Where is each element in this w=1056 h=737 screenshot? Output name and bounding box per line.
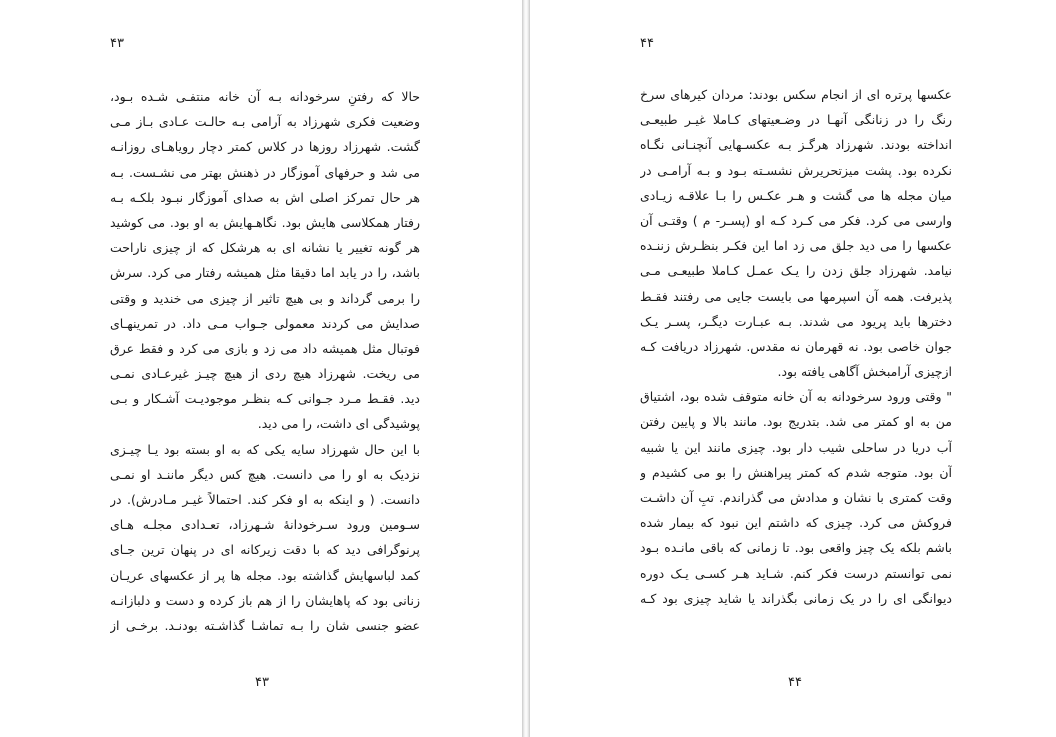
text-line: آن بود. متوجه شدم که کمتر پیراهنش را بو می کشیدم و	[640, 464, 952, 480]
page-body-text	[640, 82, 952, 611]
text-line: وارسی می کرد. فکر می کـرد کـه او (پسـر- م ) وقتـی آن	[640, 212, 952, 228]
page-number-top: ۴۳	[110, 36, 124, 51]
page-number-bottom: ۴۳	[255, 675, 269, 690]
text-line: عکسها پرتره ای از انجام سکس بودند: مردان کیرهای سرخ	[640, 87, 952, 102]
text-line: دانست. ( و اینکه به او فکر کند. احتمالاً غیـر مـادرش). در	[110, 492, 420, 507]
text-line: باشم بلکه یک چیز واقعی بود. تا زمانی که باقی مانـده بـود	[640, 540, 952, 556]
text-line: دید. فقـط مـرد جـوانی کـه بنظـر موجودیـت آشـکار و بـی	[110, 391, 420, 407]
text-line: وضعیت فکری شهرزاد به آرامی بـه حالـت عـادی بـاز مـی	[110, 114, 420, 130]
page-number-top: ۴۴	[640, 36, 654, 51]
text-line: دیوانگی ای را در یک زمانی بگذراند یا شاید چیزی بود کـه	[640, 590, 952, 606]
page-number-bottom: ۴۴	[788, 675, 802, 690]
text-line: باشد، را در یابد اما دقیقا مثل همیشه رفتار می کرد. سرش	[110, 265, 420, 281]
text-line: زنانی بود که پاهایشان را از هم باز کرده و دست و دلبازانـه	[110, 592, 420, 608]
text-line: جوان خاصی بود. نه قهرمان نه مقدس. شهرزاد دریافت کـه	[640, 338, 952, 354]
text-line: پرنوگرافی دید که با دقت زیرکانه ای در پنهان ترین جـای	[110, 542, 420, 558]
text-line: هر حال تمرکز اصلی اش به صدای آموزگار نبـود بلکـه بـه	[110, 189, 420, 205]
text-line: رنگ را در زنانگی آنهـا در وضـعیتهای کـاملا غیـر طبیعـی	[640, 112, 952, 128]
text-line: عضو جنسی شان را بـه تماشـا گذاشـته بودنـد. برخـی از	[110, 617, 420, 633]
text-line: گشت. شهرزاد روزها در کلاس کمتر دچار رویاهـای روزانـه	[110, 139, 420, 155]
text-line: صدایش می کردند معمولی جـواب مـی داد. در تمرینهـای	[110, 315, 420, 331]
right-page	[530, 0, 1056, 737]
text-line: می شد و حرفهای آموزگار در ذهنش بهتر می نشـست. بـه	[110, 164, 420, 180]
text-line: نکرده بود. پشت میزتحریرش نشسـته بـود و بـه آرامـی در	[640, 162, 952, 178]
left-page	[0, 0, 522, 737]
text-line: وقت کمتری با نشان و مدادش می گذراندم. تبِ آن داشـت	[640, 490, 952, 505]
text-line: سـومین ورود سـرخودانهٔ شـهرزاد، تعـدادی مجلـه هـای	[110, 517, 420, 533]
text-line: با این حال شهرزاد سایه یکی که به او بسته بود یـا چیـزی	[110, 441, 420, 457]
text-line: آب دریا در ساحلی شیب دار بود. چیزی مانند این یا شبیه	[640, 439, 952, 455]
text-line: رفتار همکلاسی هایش بود. نگاهـهایش به او بود. می کوشید	[110, 214, 420, 230]
text-line: فوتبال مثل همیشه داد می زد و بازی می کرد و فقط عرق	[110, 340, 420, 356]
text-line: نزدیک به او را می دانست. هیچ کس دیگر ماننـد او نمـی	[110, 466, 420, 482]
text-line: می ریخت. شهرزاد هیچ ردی از هیچ چیـز غیرعـادی نمـی	[110, 366, 420, 382]
book-gutter	[522, 0, 530, 737]
text-line: نیامد. شهرزاد جلق زدن را یـک عمـل کـاملا طبیعـی مـی	[640, 263, 952, 279]
text-line: دخترها باید پریود می شدند. بـه عبـارت دیگـر، پسـر یـک	[640, 313, 952, 329]
text-line: هر گونه تغییر یا نشانه ای به هرشکل که از چیزی ناراحت	[110, 240, 420, 256]
text-line: را برمی گرداند و بی هیچ تاثیر از چیزی می خندید و وقتی	[110, 290, 420, 306]
text-line: میان مجله ها می گشت و هـر عکـس را بـا علاقـه زیـادی	[640, 187, 952, 203]
text-line: عکسها را می دید جلق می زد اما این فکـر بنظـرش زننـده	[640, 238, 952, 254]
text-line: نمی توانستم درست فکر کنم. شـاید هـر کسـی یـک دوره	[640, 565, 952, 581]
text-line: من به او کمتر می شد. بتدریج بود. مانند بالا و پایین رفتن	[640, 414, 952, 430]
text-line: ازچیزی آرامبخش آگاهی یافته بود.	[777, 364, 952, 380]
text-line: " وقتی ورود سرخودانه به آن خانه متوقف شده بود، اشتیاق	[640, 389, 952, 405]
text-line: فروکش می کرد. چیزی که داشتم این نبود که بیمار شده	[640, 515, 952, 531]
text-line: حالا که رفتنِ سرخودانه بـه آن خانه منتفـی شـده بـود،	[110, 89, 420, 104]
page-body-text	[110, 84, 420, 638]
text-line: پذیرفت. همه آن اسپرمها می بایست جایی می رفتند فقـط	[640, 288, 952, 304]
text-line: انداخته بودند. شهرزاد هرگـز بـه عکسـهایی آنچنـانی نگـاه	[640, 137, 952, 153]
text-line: کمد لباسهایش گذاشته بود. مجله ها پر از عکسهای عریـان	[110, 567, 420, 583]
text-line: پوشیدگی ای داشت، را می دید.	[257, 416, 420, 432]
